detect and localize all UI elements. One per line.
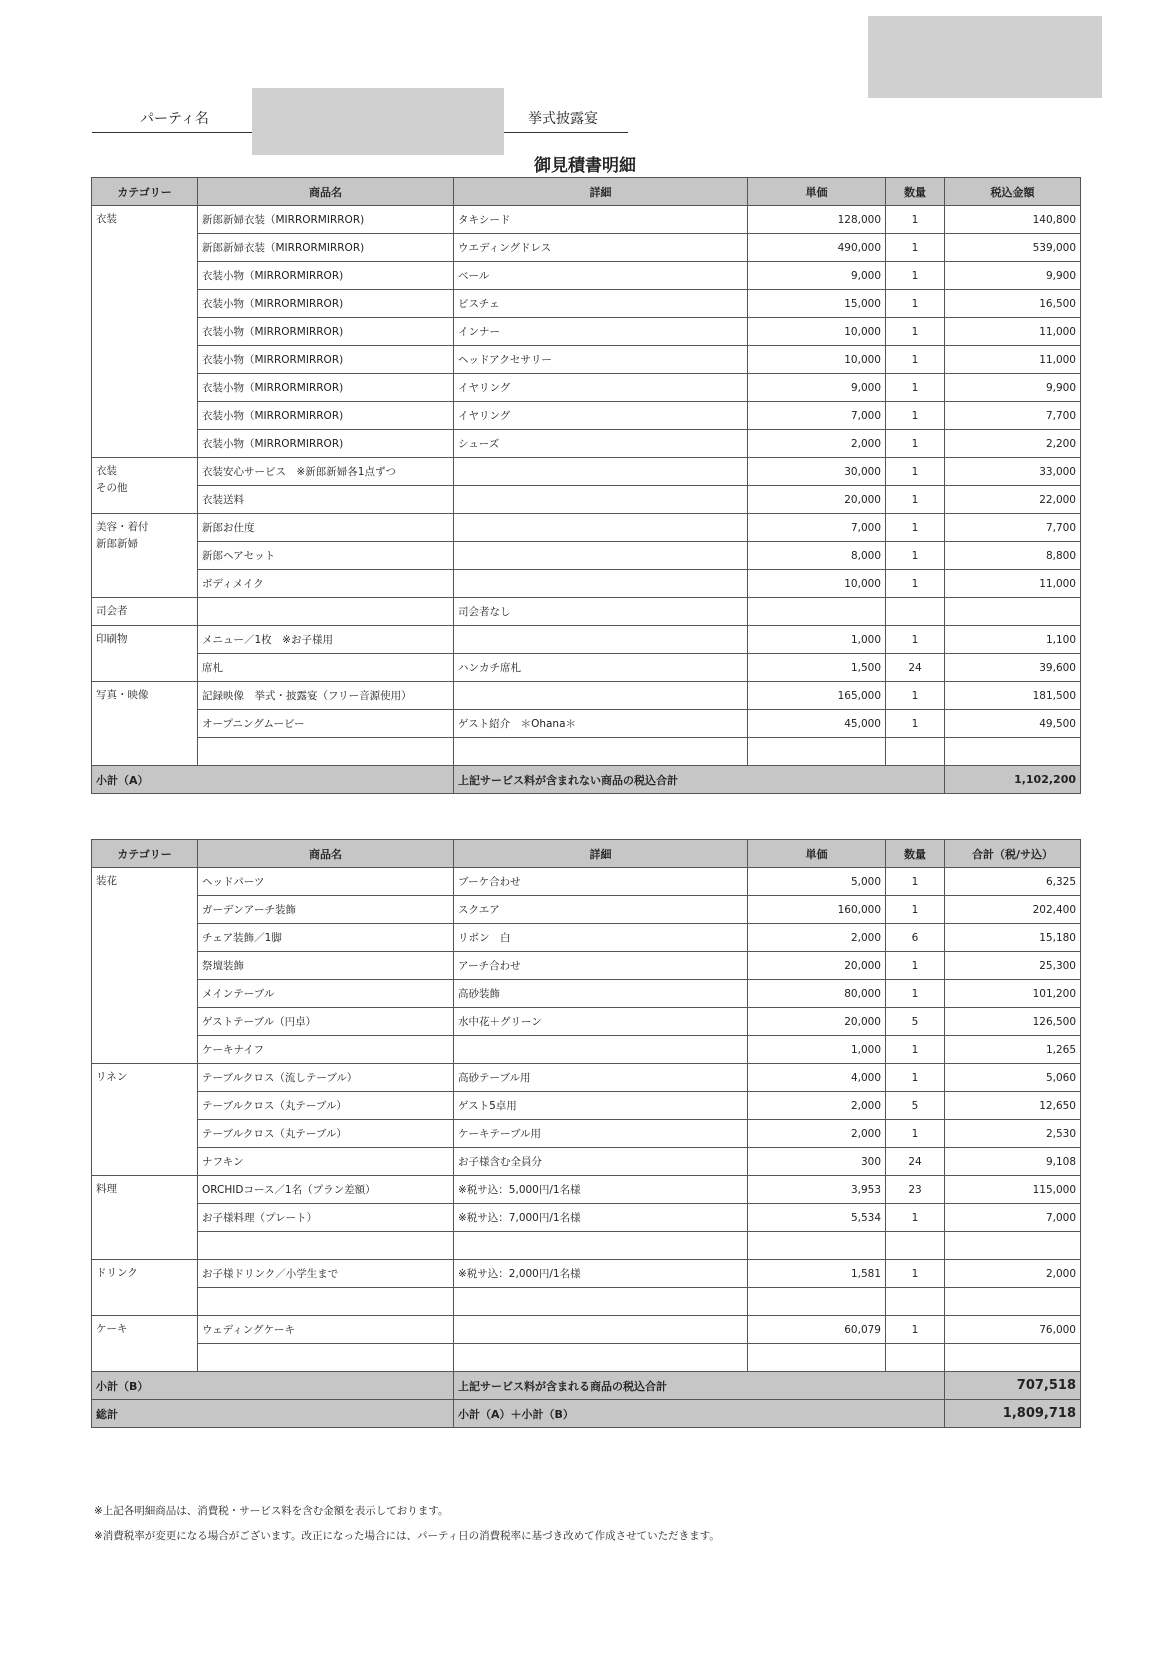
quantity: 1 <box>886 514 945 542</box>
amount: 101,200 <box>945 980 1081 1008</box>
grand-total-row-value: 1,809,718 <box>945 1400 1081 1428</box>
amount: 2,000 <box>945 1260 1081 1288</box>
item-name: 記録映像 挙式・披露宴（フリー音源使用） <box>198 682 454 710</box>
amount: 1,100 <box>945 626 1081 654</box>
table-row <box>92 402 1081 430</box>
amount: 2,200 <box>945 430 1081 458</box>
party-type: 挙式披露宴 <box>528 111 598 127</box>
category-label: ケーキ <box>96 1323 128 1335</box>
unit-price: 80,000 <box>748 980 886 1008</box>
item-name: 衣装小物（MIRRORMIRROR) <box>198 402 454 430</box>
item-name: ケーキナイフ <box>198 1036 454 1064</box>
category-label: 衣装 <box>96 465 117 477</box>
unit-price: 45,000 <box>748 710 886 738</box>
amount: 539,000 <box>945 234 1081 262</box>
column-header: 単価 <box>748 840 886 868</box>
subtotal-row-value: 707,518 <box>945 1372 1081 1400</box>
quantity: 5 <box>886 1092 945 1120</box>
amount <box>945 1288 1081 1316</box>
item-detail: 水中花＋グリーン <box>454 1008 748 1036</box>
unit-price: 7,000 <box>748 514 886 542</box>
unit-price: 1,000 <box>748 1036 886 1064</box>
item-name <box>198 1288 454 1316</box>
quantity: 1 <box>886 262 945 290</box>
unit-price: 128,000 <box>748 206 886 234</box>
category-label: その他 <box>96 482 128 494</box>
table-row <box>92 1148 1081 1176</box>
item-name: ウェディングケーキ <box>198 1316 454 1344</box>
table-row <box>92 318 1081 346</box>
amount: 39,600 <box>945 654 1081 682</box>
item-name: 祭壇装飾 <box>198 952 454 980</box>
item-name: メニュー／1枚 ※お子様用 <box>198 626 454 654</box>
amount: 15,180 <box>945 924 1081 952</box>
unit-price <box>748 738 886 766</box>
item-detail <box>454 626 748 654</box>
grand-total-row-label: 総計 <box>92 1400 454 1428</box>
table-row <box>92 1120 1081 1148</box>
amount: 2,530 <box>945 1120 1081 1148</box>
table-row <box>92 1232 1081 1260</box>
amount: 140,800 <box>945 206 1081 234</box>
category-label: リネン <box>96 1071 128 1083</box>
category-cell <box>92 598 198 626</box>
quantity: 24 <box>886 654 945 682</box>
quantity: 1 <box>886 1316 945 1344</box>
amount: 22,000 <box>945 486 1081 514</box>
subtotal-row <box>92 766 1081 794</box>
category-cell <box>92 1176 198 1260</box>
unit-price: 1,500 <box>748 654 886 682</box>
amount: 9,900 <box>945 374 1081 402</box>
column-header: 商品名 <box>198 840 454 868</box>
item-name: お子様料理（プレート） <box>198 1204 454 1232</box>
column-header: 詳細 <box>454 178 748 206</box>
unit-price: 490,000 <box>748 234 886 262</box>
unit-price: 10,000 <box>748 346 886 374</box>
quantity: 1 <box>886 952 945 980</box>
amount <box>945 1344 1081 1372</box>
grand-total-row-description: 小計（A）＋小計（B） <box>454 1400 945 1428</box>
quantity: 1 <box>886 570 945 598</box>
item-name: 新郎ヘアセット <box>198 542 454 570</box>
table-row <box>92 1204 1081 1232</box>
amount: 25,300 <box>945 952 1081 980</box>
unit-price: 300 <box>748 1148 886 1176</box>
item-detail: ウエディングドレス <box>454 234 748 262</box>
amount: 181,500 <box>945 682 1081 710</box>
amount: 126,500 <box>945 1008 1081 1036</box>
item-detail <box>454 1288 748 1316</box>
subtotal-row-value: 1,102,200 <box>945 766 1081 794</box>
quantity: 1 <box>886 1064 945 1092</box>
category-cell <box>92 206 198 458</box>
item-detail: イヤリング <box>454 402 748 430</box>
unit-price: 10,000 <box>748 318 886 346</box>
party-name-label: パーティ名 <box>140 111 209 127</box>
item-detail <box>454 738 748 766</box>
item-name <box>198 738 454 766</box>
category-label: 装花 <box>96 875 117 887</box>
item-detail: ベール <box>454 262 748 290</box>
table-row <box>92 1260 1081 1288</box>
quantity <box>886 598 945 626</box>
grand-total-row <box>92 1400 1081 1428</box>
column-header: カテゴリー <box>92 178 198 206</box>
quantity: 1 <box>886 234 945 262</box>
unit-price: 20,000 <box>748 1008 886 1036</box>
amount: 6,325 <box>945 868 1081 896</box>
subtotal-row-description: 上記サービス料が含まれる商品の税込合計 <box>454 1372 945 1400</box>
table-row <box>92 1176 1081 1204</box>
amount: 11,000 <box>945 346 1081 374</box>
column-header: 商品名 <box>198 178 454 206</box>
item-detail: ※税サ込：7,000円/1名様 <box>454 1204 748 1232</box>
amount: 7,000 <box>945 1204 1081 1232</box>
unit-price: 9,000 <box>748 262 886 290</box>
unit-price: 2,000 <box>748 924 886 952</box>
item-detail: スクエア <box>454 896 748 924</box>
unit-price: 15,000 <box>748 290 886 318</box>
item-detail <box>454 458 748 486</box>
table-row <box>92 682 1081 710</box>
quantity <box>886 1344 945 1372</box>
unit-price: 3,953 <box>748 1176 886 1204</box>
amount: 8,800 <box>945 542 1081 570</box>
item-name: メインテーブル <box>198 980 454 1008</box>
category-cell <box>92 1064 198 1176</box>
category-cell <box>92 682 198 766</box>
unit-price <box>748 1232 886 1260</box>
unit-price <box>748 598 886 626</box>
table-row <box>92 486 1081 514</box>
amount: 9,108 <box>945 1148 1081 1176</box>
category-label: 料理 <box>96 1183 117 1195</box>
item-name: チェア装飾／1脚 <box>198 924 454 952</box>
amount: 76,000 <box>945 1316 1081 1344</box>
category-cell <box>92 1316 198 1372</box>
unit-price: 20,000 <box>748 486 886 514</box>
quantity <box>886 1232 945 1260</box>
category-cell <box>92 626 198 682</box>
quantity <box>886 1288 945 1316</box>
item-name <box>198 1232 454 1260</box>
item-detail: インナー <box>454 318 748 346</box>
item-detail: ヘッドアクセサリー <box>454 346 748 374</box>
quantity: 1 <box>886 1036 945 1064</box>
amount: 7,700 <box>945 402 1081 430</box>
item-name: ヘッドパーツ <box>198 868 454 896</box>
item-detail: ゲスト5卓用 <box>454 1092 748 1120</box>
quantity: 23 <box>886 1176 945 1204</box>
item-detail: ハンカチ席札 <box>454 654 748 682</box>
table-row <box>92 738 1081 766</box>
column-header: 数量 <box>886 840 945 868</box>
table-row <box>92 952 1081 980</box>
table-row <box>92 430 1081 458</box>
item-detail: タキシード <box>454 206 748 234</box>
quantity: 5 <box>886 1008 945 1036</box>
item-name: ボディメイク <box>198 570 454 598</box>
item-name: テーブルクロス（流しテーブル） <box>198 1064 454 1092</box>
item-name: テーブルクロス（丸テーブル） <box>198 1092 454 1120</box>
item-name: テーブルクロス（丸テーブル） <box>198 1120 454 1148</box>
redacted-party-name <box>252 88 504 155</box>
table-header-row <box>92 178 1081 206</box>
amount: 11,000 <box>945 318 1081 346</box>
amount: 12,650 <box>945 1092 1081 1120</box>
quantity: 1 <box>886 318 945 346</box>
subtotal-row <box>92 1372 1081 1400</box>
quantity: 1 <box>886 290 945 318</box>
item-name: 新郎新婦衣装（MIRRORMIRROR) <box>198 234 454 262</box>
amount: 202,400 <box>945 896 1081 924</box>
unit-price: 9,000 <box>748 374 886 402</box>
amount <box>945 738 1081 766</box>
item-name: 衣装安心サービス ※新郎新婦各1点ずつ <box>198 458 454 486</box>
table-row <box>92 710 1081 738</box>
unit-price: 4,000 <box>748 1064 886 1092</box>
item-detail: イヤリング <box>454 374 748 402</box>
item-detail <box>454 542 748 570</box>
quantity: 1 <box>886 896 945 924</box>
table-row <box>92 896 1081 924</box>
column-header: 詳細 <box>454 840 748 868</box>
table-row <box>92 514 1081 542</box>
category-label: 司会者 <box>96 605 128 617</box>
quantity: 1 <box>886 486 945 514</box>
amount <box>945 1232 1081 1260</box>
table-row <box>92 868 1081 896</box>
quantity: 1 <box>886 1204 945 1232</box>
item-name: ゲストテーブル（円卓） <box>198 1008 454 1036</box>
party-underline-left <box>92 132 252 133</box>
table-row <box>92 346 1081 374</box>
subtotal-row-description: 上記サービス料が含まれない商品の税込合計 <box>454 766 945 794</box>
item-detail: 司会者なし <box>454 598 748 626</box>
quantity: 1 <box>886 626 945 654</box>
unit-price: 1,000 <box>748 626 886 654</box>
quantity: 1 <box>886 868 945 896</box>
amount: 1,265 <box>945 1036 1081 1064</box>
item-detail <box>454 570 748 598</box>
document-title: 御見積書明細 <box>534 156 636 176</box>
amount: 11,000 <box>945 570 1081 598</box>
category-cell <box>92 458 198 514</box>
item-detail: リボン 白 <box>454 924 748 952</box>
quantity: 1 <box>886 682 945 710</box>
table-row <box>92 234 1081 262</box>
quantity: 1 <box>886 458 945 486</box>
table-row <box>92 980 1081 1008</box>
category-cell <box>92 514 198 598</box>
item-name: ガーデンアーチ装飾 <box>198 896 454 924</box>
quantity: 1 <box>886 346 945 374</box>
category-label: 衣装 <box>96 213 117 225</box>
amount: 7,700 <box>945 514 1081 542</box>
item-detail <box>454 1036 748 1064</box>
table-row <box>92 542 1081 570</box>
category-cell <box>92 868 198 1064</box>
item-detail: アーチ合わせ <box>454 952 748 980</box>
unit-price: 2,000 <box>748 430 886 458</box>
table-row <box>92 924 1081 952</box>
table-row <box>92 1344 1081 1372</box>
table-row <box>92 290 1081 318</box>
footnote: ※上記各明細商品は、消費税・サービス料を含む金額を表示しております。 <box>94 1505 449 1517</box>
item-detail <box>454 486 748 514</box>
unit-price: 2,000 <box>748 1120 886 1148</box>
table-row <box>92 458 1081 486</box>
amount: 115,000 <box>945 1176 1081 1204</box>
item-detail: ケーキテーブル用 <box>454 1120 748 1148</box>
item-name: 衣装小物（MIRRORMIRROR) <box>198 430 454 458</box>
unit-price: 8,000 <box>748 542 886 570</box>
quantity: 1 <box>886 980 945 1008</box>
amount: 33,000 <box>945 458 1081 486</box>
column-header: 数量 <box>886 178 945 206</box>
unit-price: 5,000 <box>748 868 886 896</box>
table-row <box>92 1036 1081 1064</box>
item-name: ORCHIDコース／1名（プラン差額） <box>198 1176 454 1204</box>
unit-price: 7,000 <box>748 402 886 430</box>
item-name: 衣装送料 <box>198 486 454 514</box>
item-name: お子様ドリンク／小学生まで <box>198 1260 454 1288</box>
quantity: 1 <box>886 710 945 738</box>
item-detail: 高砂テーブル用 <box>454 1064 748 1092</box>
table-row <box>92 1064 1081 1092</box>
item-name <box>198 1344 454 1372</box>
item-name: オープニングムービー <box>198 710 454 738</box>
amount: 49,500 <box>945 710 1081 738</box>
item-detail <box>454 514 748 542</box>
amount <box>945 598 1081 626</box>
quantity: 6 <box>886 924 945 952</box>
unit-price: 165,000 <box>748 682 886 710</box>
item-detail: お子様含む全員分 <box>454 1148 748 1176</box>
quantity <box>886 738 945 766</box>
item-name: ナフキン <box>198 1148 454 1176</box>
table-row <box>92 374 1081 402</box>
item-name: 衣装小物（MIRRORMIRROR) <box>198 346 454 374</box>
quantity: 1 <box>886 374 945 402</box>
item-name: 衣装小物（MIRRORMIRROR) <box>198 290 454 318</box>
category-label: 新郎新婦 <box>96 538 138 550</box>
table-row <box>92 262 1081 290</box>
redacted-block-top <box>868 16 1102 98</box>
party-underline-right <box>504 132 628 133</box>
quantity: 1 <box>886 206 945 234</box>
item-name: 衣装小物（MIRRORMIRROR) <box>198 318 454 346</box>
column-header: 合計（税/サ込） <box>945 840 1081 868</box>
item-detail: ビスチェ <box>454 290 748 318</box>
item-detail: ゲスト紹介 ＊Ohana＊ <box>454 710 748 738</box>
unit-price: 5,534 <box>748 1204 886 1232</box>
item-name: 新郎お仕度 <box>198 514 454 542</box>
footnote: ※消費税率が変更になる場合がございます。改正になった場合には、パーティ日の消費税率に基づき改めて作成させていただきます。 <box>94 1530 720 1542</box>
table-row <box>92 1288 1081 1316</box>
unit-price: 160,000 <box>748 896 886 924</box>
table-header-row <box>92 840 1081 868</box>
estimate-table-b <box>91 839 1081 1428</box>
amount: 5,060 <box>945 1064 1081 1092</box>
item-detail: シューズ <box>454 430 748 458</box>
amount: 16,500 <box>945 290 1081 318</box>
category-label: 美容・着付 <box>96 521 149 533</box>
item-name: 新郎新婦衣装（MIRRORMIRROR) <box>198 206 454 234</box>
category-label: 写真・映像 <box>96 689 149 701</box>
item-detail <box>454 682 748 710</box>
quantity: 24 <box>886 1148 945 1176</box>
item-detail: ※税サ込：2,000円/1名様 <box>454 1260 748 1288</box>
estimate-table-a <box>91 177 1081 794</box>
item-name <box>198 598 454 626</box>
unit-price: 30,000 <box>748 458 886 486</box>
column-header: 税込金額 <box>945 178 1081 206</box>
table-row <box>92 654 1081 682</box>
item-detail: 高砂装飾 <box>454 980 748 1008</box>
item-detail <box>454 1316 748 1344</box>
quantity: 1 <box>886 402 945 430</box>
item-detail: ※税サ込：5,000円/1名様 <box>454 1176 748 1204</box>
table-row <box>92 1092 1081 1120</box>
quantity: 1 <box>886 1120 945 1148</box>
column-header: 単価 <box>748 178 886 206</box>
item-detail: ブーケ合わせ <box>454 868 748 896</box>
item-name: 席札 <box>198 654 454 682</box>
item-detail <box>454 1344 748 1372</box>
category-label: 印刷物 <box>96 633 128 645</box>
category-label: ドリンク <box>96 1267 138 1279</box>
item-name: 衣装小物（MIRRORMIRROR) <box>198 262 454 290</box>
table-row <box>92 206 1081 234</box>
table-row <box>92 570 1081 598</box>
item-detail <box>454 1232 748 1260</box>
subtotal-row-label: 小計（A） <box>92 766 454 794</box>
unit-price: 1,581 <box>748 1260 886 1288</box>
category-cell <box>92 1260 198 1316</box>
subtotal-row-label: 小計（B） <box>92 1372 454 1400</box>
table-row <box>92 1008 1081 1036</box>
unit-price: 10,000 <box>748 570 886 598</box>
unit-price: 20,000 <box>748 952 886 980</box>
quantity: 1 <box>886 542 945 570</box>
unit-price <box>748 1288 886 1316</box>
unit-price <box>748 1344 886 1372</box>
unit-price: 2,000 <box>748 1092 886 1120</box>
quantity: 1 <box>886 430 945 458</box>
amount: 9,900 <box>945 262 1081 290</box>
item-name: 衣装小物（MIRRORMIRROR) <box>198 374 454 402</box>
table-row <box>92 598 1081 626</box>
column-header: カテゴリー <box>92 840 198 868</box>
table-row <box>92 1316 1081 1344</box>
unit-price: 60,079 <box>748 1316 886 1344</box>
table-row <box>92 626 1081 654</box>
quantity: 1 <box>886 1260 945 1288</box>
